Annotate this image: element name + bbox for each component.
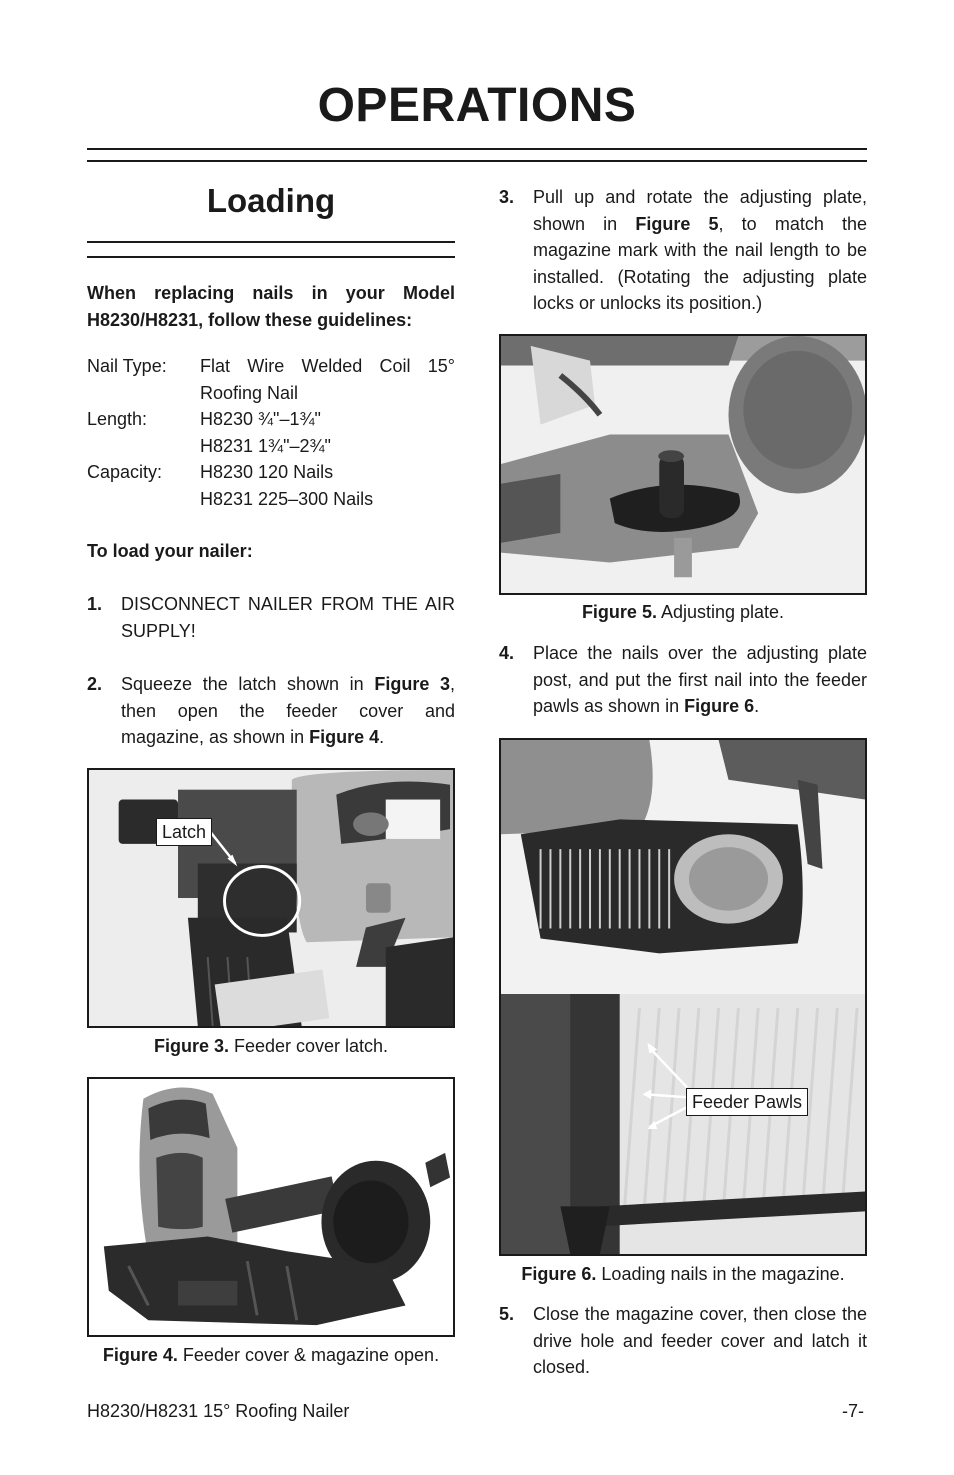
- spec-length: [87, 406, 455, 459]
- spec-value: H8230 ¾"–1¾" H8231 1¾"–2¾": [200, 409, 331, 456]
- figure-5-photo: [499, 334, 867, 595]
- step-text: Pull up and rotate the adjusting plate, shown in Figure 5, to match the magazine mark with the nail length to be installed. (Rotating the adjusting plate locks or unlocks its position.): [533, 187, 868, 313]
- step-text: DISCONNECT NAILER FROM THE AIR SUPPLY!: [121, 594, 455, 641]
- spec-label: Length:: [87, 409, 148, 429]
- spec-value: H8230 120 Nails H8231 225–300 Nails: [200, 462, 374, 509]
- load-heading: To load your nailer:: [87, 541, 253, 561]
- figure-5-caption: Figure 5. Adjusting plate.: [581, 602, 785, 622]
- spec-value: Flat Wire Welded Coil 15° Roofing Nail: [200, 356, 455, 403]
- spec-capacity: [87, 459, 455, 512]
- step-4: [499, 640, 867, 720]
- adjusting-plate-illustration: [501, 336, 865, 593]
- step-3: [499, 184, 867, 317]
- nails-magazine-illustration: [501, 740, 865, 1254]
- step-5: [499, 1301, 867, 1381]
- nailer-latch-illustration: [89, 770, 453, 1026]
- figure-6-photo: [499, 738, 867, 1256]
- figure-4-photo: [87, 1077, 455, 1337]
- step-text: Squeeze the latch shown in Figure 3, then open the feeder cover and magazine, as shown in Figure 4.: [121, 674, 455, 747]
- step-2: [87, 671, 455, 751]
- step-number: 4.: [499, 643, 515, 663]
- step-text: Close the magazine cover, then close the drive hole and feeder cover and latch it closed.: [533, 1304, 867, 1377]
- figure-3-caption: Figure 3. Feeder cover latch.: [153, 1036, 389, 1056]
- intro-text: When replacing nails in your Model H8230/H8231, follow these guidelines:: [87, 283, 455, 330]
- spec-nail-type: [87, 353, 455, 406]
- page-title: OPERATIONS: [317, 79, 637, 132]
- feeder-pawls-callout: Feeder Pawls: [686, 1088, 808, 1116]
- figure-6-caption: Figure 6. Loading nails in the magazine.: [521, 1264, 845, 1284]
- title-rule-top: [87, 148, 867, 150]
- title-rule-bottom: [87, 160, 867, 162]
- page-number: -7-: [842, 1401, 864, 1421]
- latch-callout: Latch: [156, 818, 212, 846]
- spec-label: Nail Type:: [87, 356, 167, 376]
- footer-model: H8230/H8231 15° Roofing Nailer: [87, 1401, 350, 1421]
- section-rule-top: [87, 241, 455, 243]
- section-rule-bottom: [87, 256, 455, 258]
- step-text: Place the nails over the adjusting plate post, and put the first nail into the feeder pawls as shown in Figure 6.: [533, 643, 867, 716]
- step-number: 1.: [87, 594, 103, 614]
- step-1: [87, 591, 455, 645]
- figure-3-photo: [87, 768, 455, 1028]
- step-number: 3.: [499, 187, 515, 207]
- figure-4-caption: Figure 4. Feeder cover & magazine open.: [102, 1345, 440, 1365]
- nailer-open-illustration: [89, 1079, 453, 1335]
- step-number: 2.: [87, 674, 103, 694]
- section-title: Loading: [206, 182, 336, 219]
- spec-label: Capacity:: [87, 462, 163, 482]
- step-number: 5.: [499, 1304, 515, 1324]
